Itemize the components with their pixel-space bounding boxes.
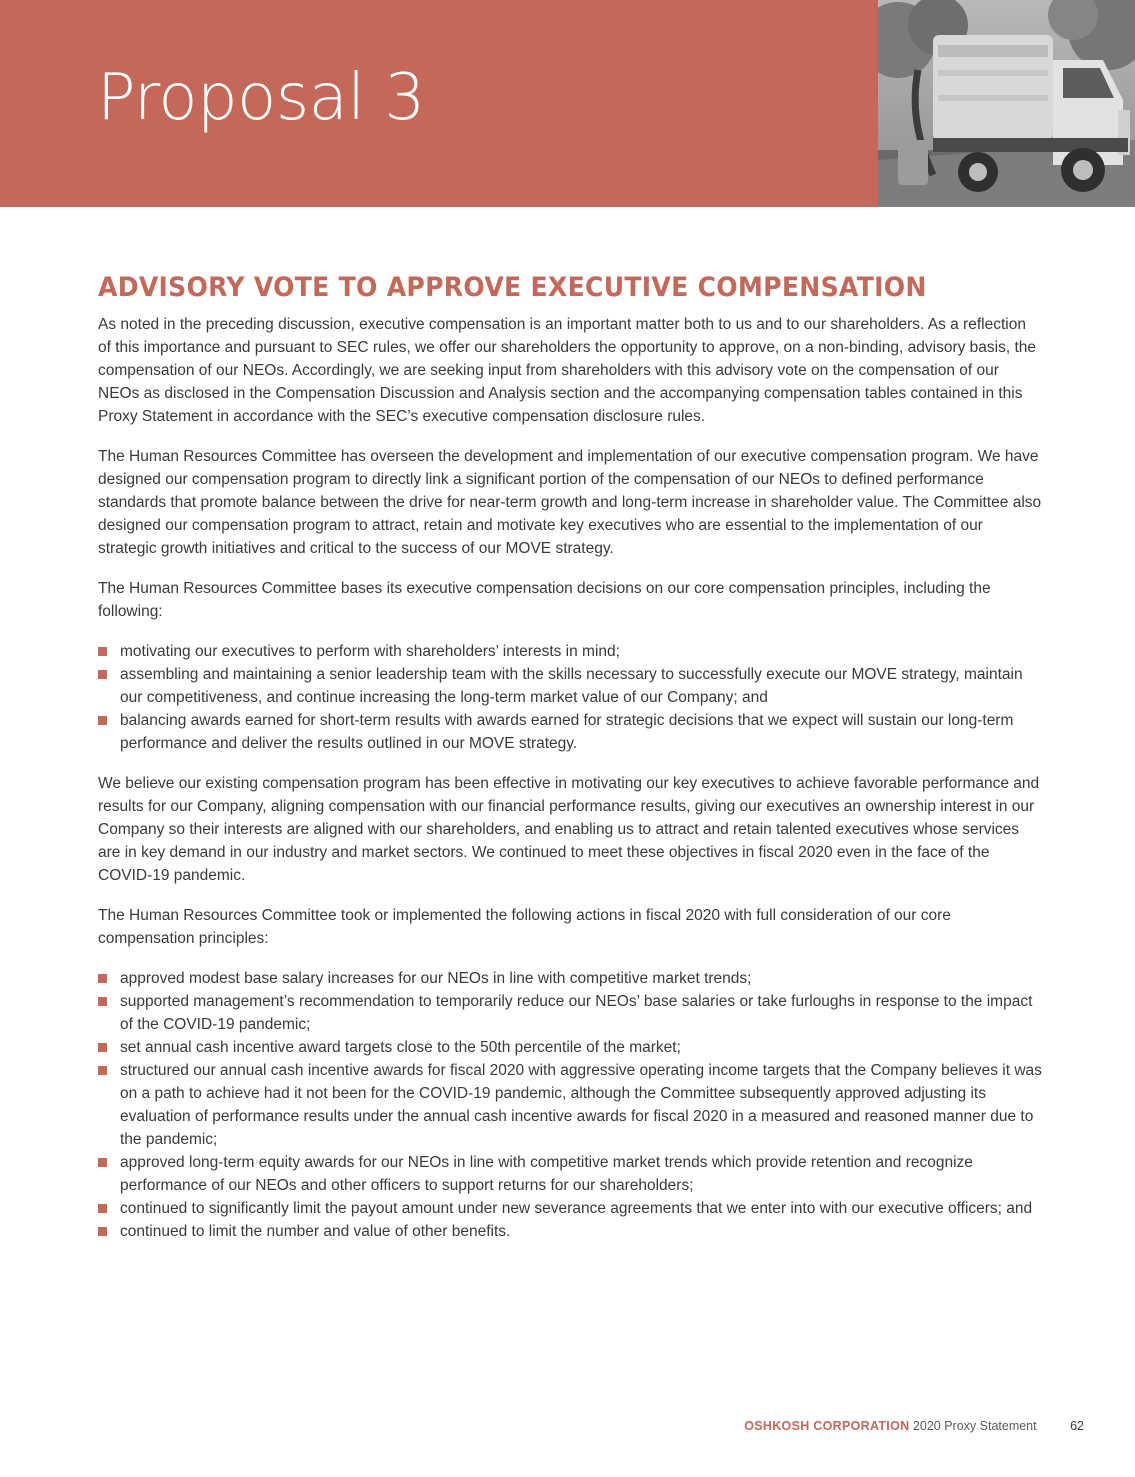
- actions-list: [98, 967, 1043, 1243]
- bullet-square-icon: [98, 716, 107, 725]
- bullet-square-icon: [98, 1043, 107, 1052]
- list-item: [98, 967, 1043, 990]
- list-item: [98, 1197, 1043, 1220]
- list-item-text: supported management’s recommendation to temporarily reduce our NEOs’ base salaries or take furloughs in response to the impact of the COVID-19 pandemic;: [120, 993, 1033, 1033]
- list-item-text: continued to significantly limit the payout amount under new severance agreements that we enter into with our executive officers; and: [120, 1200, 1033, 1217]
- footer-company: OSHKOSH CORPORATION: [744, 1419, 910, 1433]
- list-item-text: assembling and maintaining a senior leadership team with the skills necessary to successfully execute our MOVE strategy, maintain our competitiveness, and continue increasing the long-term market value of our Company; and: [120, 666, 1023, 706]
- list-item-text: continued to limit the number and value of other benefits.: [120, 1223, 511, 1240]
- bullet-square-icon: [98, 647, 107, 656]
- actions-intro-paragraph: The Human Resources Committee took or implemented the following actions in fiscal 2020 with full consideration of our core compensation principles:: [98, 907, 951, 947]
- bullet-square-icon: [98, 1158, 107, 1167]
- list-item: [98, 1220, 1043, 1243]
- list-item: [98, 640, 1043, 663]
- list-item-text: structured our annual cash incentive awards for fiscal 2020 with aggressive operating income targets that the Company believes it was on a path to achieve had it not been for the COVID-19 pandemic, although the Committee subsequently approved adjusting its evaluation of performance results under the annual cash incentive awards for fiscal 2020 in a measured and reasoned manner due to the pandemic;: [120, 1062, 1042, 1148]
- committee-paragraph: The Human Resources Committee has overseen the development and implementation of our executive compensation program. We have designed our compensation program to directly link a significant portion of the compensation of our NEOs to defined performance standards that promote balance between the drive for near-term growth and long-term increase in shareholder value. The Committee also designed our compensation program to attract, retain and motivate key executives who are essential to the implementation of our strategic growth initiatives and critical to the success of our MOVE strategy.: [98, 448, 1042, 557]
- bullet-square-icon: [98, 974, 107, 983]
- list-item: [98, 1151, 1043, 1197]
- list-item-text: set annual cash incentive award targets close to the 50th percentile of the market;: [120, 1039, 681, 1056]
- footer-document: 2020 Proxy Statement: [912, 1419, 1037, 1433]
- principles-list: [98, 640, 1043, 755]
- list-item-text: approved modest base salary increases for our NEOs in line with competitive market trends;: [120, 970, 752, 987]
- main-content: [98, 268, 1043, 1260]
- bullet-square-icon: [98, 997, 107, 1006]
- list-item: [98, 1059, 1043, 1151]
- page-title: Proposal 3: [97, 61, 425, 135]
- bullet-square-icon: [98, 670, 107, 679]
- page-number: 62: [1070, 1419, 1084, 1433]
- list-item: [98, 1036, 1043, 1059]
- header-photo-refuse-truck: [878, 0, 1135, 207]
- section-title: ADVISORY VOTE TO APPROVE EXECUTIVE COMPENSATION: [98, 272, 927, 303]
- effectiveness-paragraph: We believe our existing compensation program has been effective in motivating our key executives to achieve favorable performance and results for our Company, aligning compensation with our financial performance results, giving our executives an ownership interest in our Company so their interests are aligned with our shareholders, and enabling us to attract and retain talented executives whose services are in key demand in our industry and market sectors. We continued to meet these objectives in fiscal 2020 even in the face of the COVID-19 pandemic.: [98, 775, 1040, 884]
- list-item-text: balancing awards earned for short-term results with awards earned for strategic decisions that we expect will sustain our long-term performance and deliver the results outlined in our MOVE strategy.: [120, 712, 1014, 752]
- page-footer: [744, 1416, 1084, 1436]
- list-item-text: approved long-term equity awards for our NEOs in line with competitive market trends which provide retention and recognize performance of our NEOs and other officers to support returns for our shareholders;: [120, 1154, 973, 1194]
- list-item: [98, 990, 1043, 1036]
- header-banner: [0, 0, 878, 207]
- intro-paragraph: As noted in the preceding discussion, executive compensation is an important matter both to us and to our shareholders. As a reflection of this importance and pursuant to SEC rules, we offer our shareholders the opportunity to approve, on a non-binding, advisory basis, the compensation of our NEOs. Accordingly, we are seeking input from shareholders with this advisory vote on the compensation of our NEOs as disclosed in the Compensation Discussion and Analysis section and the accompanying compensation tables contained in this Proxy Statement in accordance with the SEC’s executive compensation disclosure rules.: [98, 316, 1037, 425]
- list-item: [98, 663, 1043, 709]
- list-item: [98, 709, 1043, 755]
- list-item-text: motivating our executives to perform with shareholders’ interests in mind;: [120, 643, 620, 660]
- bullet-square-icon: [98, 1227, 107, 1236]
- principles-intro-paragraph: The Human Resources Committee bases its executive compensation decisions on our core compensation principles, including the following:: [98, 580, 991, 620]
- bullet-square-icon: [98, 1066, 107, 1075]
- bullet-square-icon: [98, 1204, 107, 1213]
